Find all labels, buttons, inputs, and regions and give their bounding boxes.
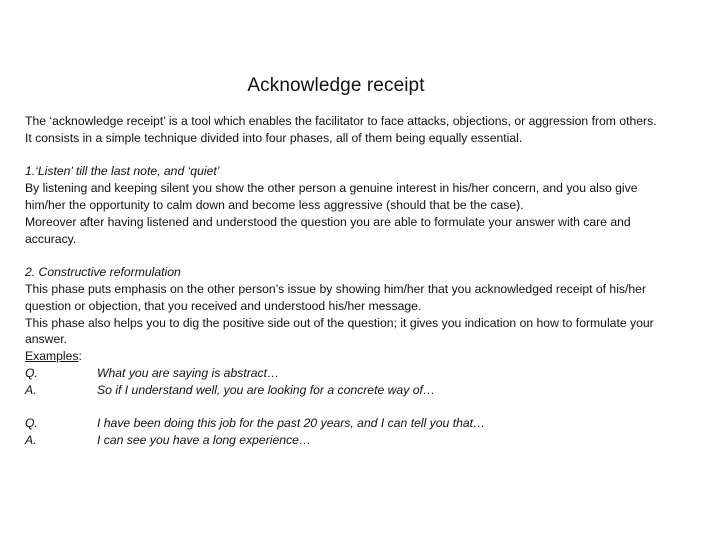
qa-text: I can see you have a long experience…: [97, 433, 312, 448]
phase-1-text-1: By listening and keeping silent you show the other person a genuine interest in his/her concern, and you also give him/her the opportunity to calm down and become less aggressive (should that be the case).: [25, 181, 638, 212]
intro-line-1: The ‘acknowledge receipt’ is a tool which enables the facilitator to face attacks, objections, or aggression from others.: [25, 114, 657, 128]
qa-text: I have been doing this job for the past 20 years, and I can tell you that…: [97, 416, 486, 431]
example-1-question: [25, 365, 675, 382]
slide-title: Acknowledge receipt: [247, 75, 425, 96]
spacer: [25, 399, 675, 416]
examples-label-text: Examples: [25, 349, 79, 364]
phase-2-text-2: This phase also helps you to dig the positive side out of the question; it gives you indication on how to formulate your answer.: [25, 315, 654, 347]
spacer: [25, 147, 675, 164]
intro-line-2: It consists in a simple technique divided into four phases, all of them being equally essential.: [25, 130, 523, 145]
slide-body: [25, 113, 675, 449]
qa-label: A.: [25, 433, 37, 448]
qa-text: What you are saying is abstract…: [97, 365, 280, 380]
qa-label: Q.: [25, 416, 38, 431]
qa-label: A.: [25, 382, 37, 397]
examples-label-colon: :: [78, 349, 82, 364]
phase-1-heading: 1.‘Listen’ till the last note, and ‘quiet’: [25, 164, 220, 179]
phase-1-text-2: Moreover after having listened and understood the question you are able to formulate your answer with care and accuracy.: [25, 214, 631, 246]
example-1-answer: [25, 382, 675, 399]
qa-text: So if I understand well, you are looking for a concrete way of…: [97, 382, 436, 397]
phase-2-text-1: This phase puts emphasis on the other person’s issue by showing him/her that you acknowledged receipt of his/her question or objection, that you received and understood his/her message.: [25, 281, 647, 313]
example-2-answer: [25, 432, 675, 449]
example-2-question: [25, 415, 675, 432]
qa-label: Q.: [25, 365, 38, 380]
spacer: [25, 247, 675, 264]
phase-2-heading: 2. Constructive reformulation: [25, 265, 181, 280]
examples-label: [25, 348, 675, 365]
